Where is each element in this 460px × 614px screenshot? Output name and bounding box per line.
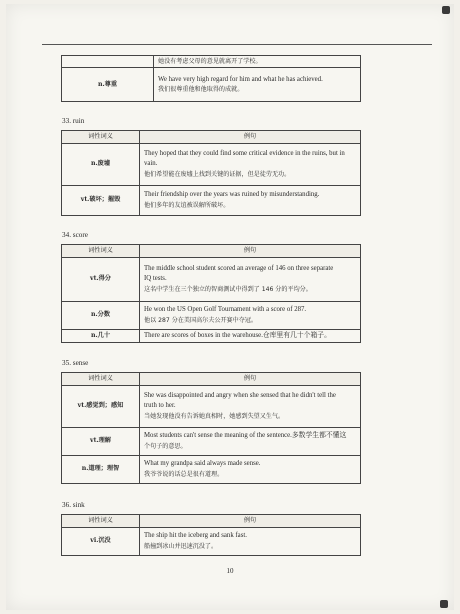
example-line: 我们很尊重他和他取得的成就。 [158, 86, 244, 94]
vocab-table-score [61, 244, 361, 343]
entry-number: 34. [62, 231, 71, 239]
example-cell [140, 301, 361, 329]
entry-word: score [72, 231, 88, 239]
example-header: 例句 [140, 245, 361, 258]
example-line: 他们希望能在废墟上找到关键的证据，但是徒劳无功。 [144, 170, 291, 178]
pos-cell: n.分数 [62, 301, 140, 329]
table-row [62, 301, 361, 329]
entry-heading [62, 501, 85, 509]
example-line: They hoped that they could find some critical evidence in the ruins, but in [144, 149, 345, 157]
pos-header: 词性词义 [62, 245, 140, 258]
pos-cell: vt.理解 [62, 427, 140, 455]
pos-cell: n.几十 [62, 329, 140, 343]
table-row [62, 329, 361, 343]
entry-heading [62, 117, 84, 125]
entry-number: 33. [62, 117, 71, 125]
entry-heading [62, 231, 88, 239]
entry-number: 35. [62, 359, 71, 367]
table-header [62, 515, 361, 528]
example-line: 这名中学生在三个独立的智商测试中得到了 146 分的平均分。 [144, 285, 312, 293]
example-line: vain. [144, 160, 158, 168]
scan-mark [442, 6, 450, 14]
example-line: 船撞到冰山并迅速沉没了。 [144, 542, 218, 550]
example-line: The middle school student scored an average of 146 on three separate [144, 264, 334, 272]
table-row [62, 527, 361, 555]
example-line: 她没有考虑父母的意见就离开了学校。 [158, 58, 262, 65]
example-line: Most students can't sense the meaning of the sentence.多数学生都不懂这 [144, 432, 347, 440]
example-line: There are scores of boxes in the warehouse.仓库里有几十个箱子。 [144, 331, 331, 339]
example-line: 他以 287 分在美国高尔夫公开赛中夺冠。 [144, 316, 258, 324]
example-header: 例句 [140, 515, 361, 528]
vocab-table-regard [61, 55, 361, 102]
table-row [62, 455, 361, 483]
pos-cell: n.尊重 [62, 68, 154, 102]
table-header [62, 131, 361, 144]
scan-mark [440, 600, 448, 608]
example-line: She was disappointed and angry when she sensed that he didn't tell the [144, 391, 336, 399]
pos-cell: n.废墟 [62, 143, 140, 185]
pos-header: 词性词义 [62, 515, 140, 528]
table-row [62, 143, 361, 185]
table-row [62, 385, 361, 427]
table-row [62, 185, 361, 215]
example-cell [154, 56, 361, 68]
example-cell [154, 68, 361, 102]
example-line: 个句子的意思。 [144, 442, 187, 450]
example-cell [140, 385, 361, 427]
example-cell [140, 143, 361, 185]
vocab-table-sink [61, 514, 361, 556]
example-line: truth to her. [144, 402, 176, 410]
pos-cell: vi.沉没 [62, 527, 140, 555]
pos-cell: vt.得分 [62, 257, 140, 301]
entry-number: 36. [62, 501, 71, 509]
table-header [62, 245, 361, 258]
example-line: The ship hit the iceberg and sank fast. [144, 532, 247, 540]
example-line: We have very high regard for him and what he has achieved. [158, 75, 323, 83]
vocab-table-sense [61, 372, 361, 484]
top-rule [42, 44, 432, 45]
pos-header: 词性词义 [62, 131, 140, 144]
example-header: 例句 [140, 373, 361, 386]
table-header [62, 373, 361, 386]
example-line: 当她发现他没有告诉她真相时，她感到失望又生气。 [144, 412, 285, 420]
vocab-table-ruin [61, 130, 361, 216]
example-line: 他们多年的友谊被误解所破坏。 [144, 201, 230, 209]
example-cell [140, 455, 361, 483]
page-number: 10 [226, 567, 234, 575]
table-row [62, 56, 361, 68]
entry-word: sense [72, 359, 89, 367]
example-cell [140, 427, 361, 455]
example-cell [140, 329, 361, 343]
table-row [62, 68, 361, 102]
pos-cell: n.道理；理智 [62, 455, 140, 483]
pos-cell: vt.感觉到；感知 [62, 385, 140, 427]
entry-word: sink [72, 501, 85, 509]
table-row [62, 427, 361, 455]
pos-cell [62, 56, 154, 68]
example-header: 例句 [140, 131, 361, 144]
table-row [62, 257, 361, 301]
example-cell [140, 257, 361, 301]
entry-heading [62, 359, 88, 367]
pos-header: 词性词义 [62, 373, 140, 386]
example-line: What my grandpa said always made sense. [144, 460, 261, 468]
example-cell [140, 185, 361, 215]
entry-word: ruin [72, 117, 85, 125]
example-cell [140, 527, 361, 555]
example-line: 我爷爷说的话总是很有道理。 [144, 470, 224, 478]
pos-cell: vt.破坏；摧毁 [62, 185, 140, 215]
example-line: He won the US Open Golf Tournament with a score of 287. [144, 306, 307, 314]
example-line: Their friendship over the years was ruined by misunderstanding. [144, 191, 320, 199]
example-line: IQ tests. [144, 275, 167, 283]
